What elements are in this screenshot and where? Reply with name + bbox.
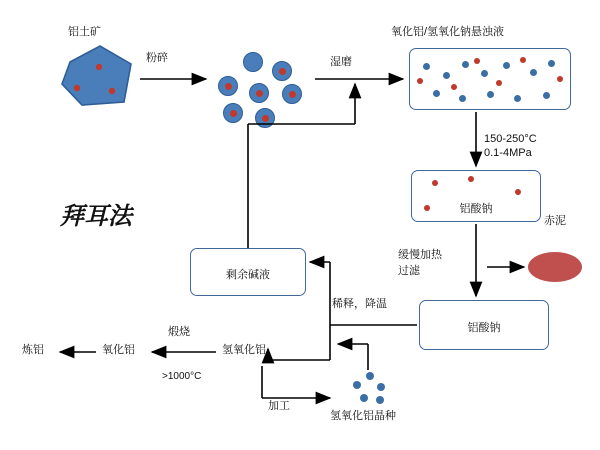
label-seed-crystal: 氢氧化铝晶种: [330, 410, 396, 422]
label-calcine-temperature: >1000°C: [162, 371, 202, 382]
residual-liquor-label: 剩余碱液: [226, 269, 270, 281]
label-dilute-cool: 稀释，降温: [332, 298, 387, 310]
label-condition-pressure: 0.1-4MPa: [484, 147, 532, 159]
label-calcine: 煅烧: [168, 326, 190, 338]
label-process: 加工: [268, 400, 290, 412]
label-wet-grind: 湿磨: [330, 56, 352, 68]
label-smelt-aluminum: 炼铝: [22, 344, 44, 356]
label-red-mud: 赤泥: [544, 215, 566, 227]
bauxite-ore-shape: [62, 46, 131, 105]
label-condition-temperature: 150-250°C: [484, 133, 537, 145]
label-slow-heating: 缓慢加热: [398, 249, 442, 261]
sodium-aluminate-top-label: 铝酸钠: [459, 203, 493, 215]
label-bauxite: 铝土矿: [68, 26, 101, 38]
label-slurry: 氧化铝/氢氧化钠悬浊液: [391, 26, 505, 38]
sodium-aluminate-bottom-label: 铝酸钠: [467, 322, 501, 334]
label-filter: 过滤: [398, 265, 420, 277]
label-aluminum-hydroxide: 氢氧化铝: [222, 344, 266, 356]
diagram-title: 拜耳法: [60, 204, 132, 230]
particle-red: [74, 85, 80, 91]
particle-red: [96, 64, 102, 70]
particle-red: [109, 88, 115, 94]
label-crush: 粉碎: [146, 52, 168, 64]
label-alumina: 氧化铝: [102, 344, 135, 356]
